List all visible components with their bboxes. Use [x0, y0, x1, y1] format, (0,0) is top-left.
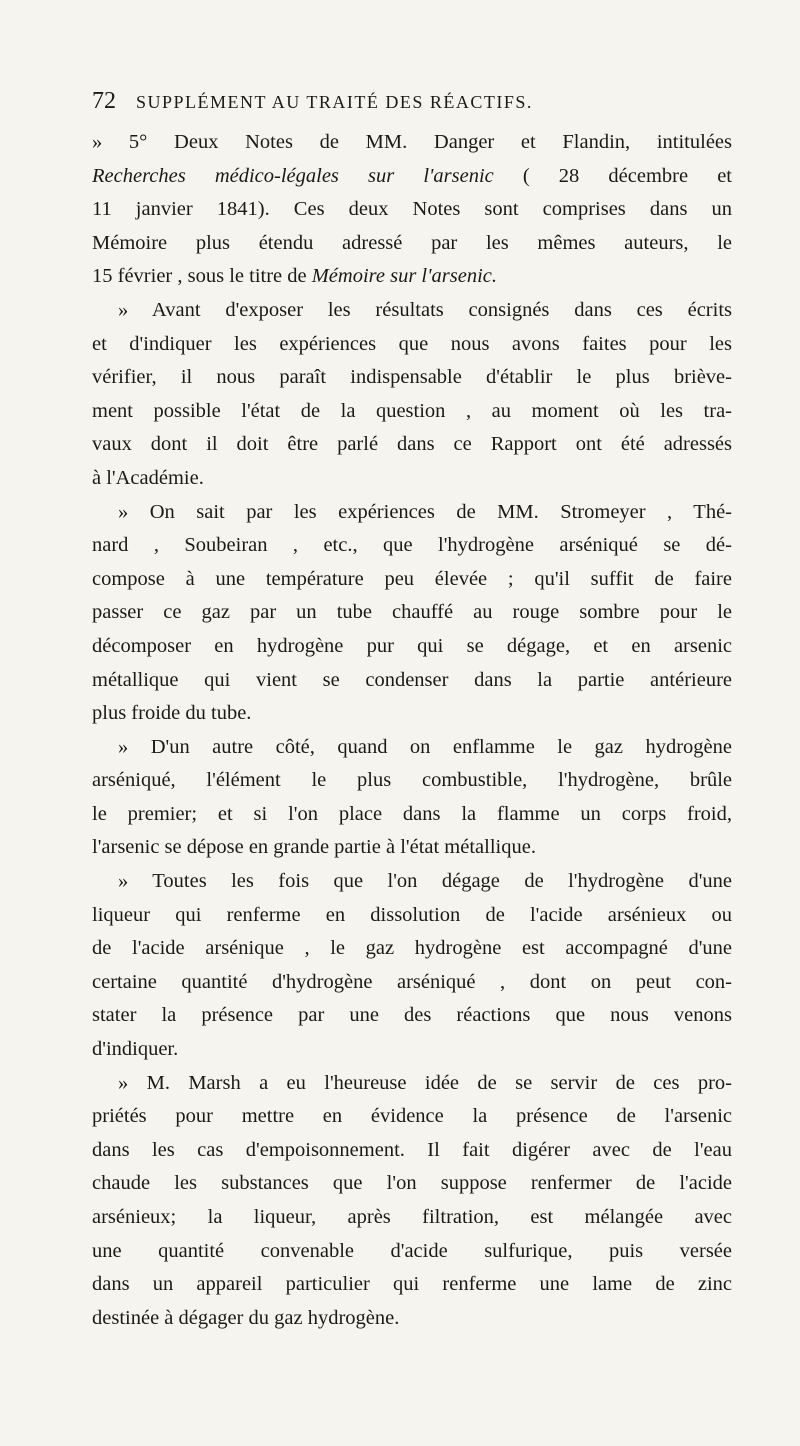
- text-line: plus froide du tube.: [92, 702, 252, 725]
- text-line: certaine quantité d'hydrogène arséniqué , dont on peut con-: [92, 970, 732, 993]
- text-span: » 5° Deux Notes de MM. Danger et Flandin, intitulées: [92, 131, 732, 153]
- text-line: nard , Soubeiran , etc., que l'hydrogène arséniqué se dé-: [92, 534, 732, 557]
- text-line: » D'un autre côté, quand on enflamme le gaz hydrogène: [118, 735, 732, 758]
- page-number: 72: [92, 88, 116, 114]
- text-line: Mémoire plus étendu adressé par les mêmes auteurs, le: [92, 231, 732, 254]
- text-line: l'arsenic se dépose en grande partie à l'état métallique.: [92, 836, 536, 859]
- text-line: métallique qui vient se condenser dans la partie antérieure: [92, 668, 732, 691]
- text-line: vaux dont il doit être parlé dans ce Rapport ont été adressés: [92, 433, 732, 456]
- text-line: arséniqué, l'élément le plus combustible, l'hydrogène, brûle: [92, 769, 732, 792]
- text-line: ment possible l'état de la question , au moment où les tra-: [92, 399, 732, 422]
- text-line: arsénieux; la liqueur, après filtration, est mélangée avec: [92, 1206, 732, 1228]
- text-line: une quantité convenable d'acide sulfurique, puis versée: [92, 1239, 732, 1262]
- text-line: » On sait par les expériences de MM. Stromeyer , Thé-: [118, 500, 732, 523]
- text-line: liqueur qui renferme en dissolution de l'acide arsénieux ou: [92, 903, 732, 926]
- text-span: 15 février , sous le titre de: [92, 265, 312, 288]
- text-line: » M. Marsh a eu l'heureuse idée de se servir de ces pro-: [118, 1071, 732, 1094]
- text-line: » Toutes les fois que l'on dégage de l'hydrogène d'une: [118, 870, 732, 893]
- text-line: passer ce gaz par un tube chauffé au rouge sombre pour le: [92, 601, 732, 624]
- text-line: à l'Académie.: [92, 466, 204, 489]
- text-line: stater la présence par une des réactions que nous venons: [92, 1004, 732, 1027]
- text-line: [92, 160, 732, 194]
- text-line: de l'acide arsénique , le gaz hydrogène est accompagné d'une: [92, 937, 732, 960]
- italic-title: Recherches médico-légales sur l'arsenic: [92, 164, 494, 187]
- body-text: [92, 126, 732, 1335]
- text-line: d'indiquer.: [92, 1038, 179, 1061]
- text-line: compose à une température peu élevée ; qu'il suffit de faire: [92, 567, 732, 590]
- text-line: [92, 126, 732, 160]
- text-line: [92, 260, 732, 294]
- text-line: vérifier, il nous paraît indispensable d'établir le plus briève-: [92, 366, 732, 389]
- text-line: dans un appareil particulier qui renferme une lame de zinc: [92, 1273, 732, 1296]
- text-line: 11 janvier 1841). Ces deux Notes sont comprises dans un: [92, 198, 732, 221]
- text-line: chaude les substances que l'on suppose renfermer de l'acide: [92, 1172, 732, 1195]
- text-line: » Avant d'exposer les résultats consignés dans ces écrits: [118, 298, 732, 321]
- running-header: [92, 88, 712, 118]
- text-line: et d'indiquer les expériences que nous avons faites pour les: [92, 332, 732, 355]
- text-line: dans les cas d'empoisonnement. Il fait digérer avec de l'eau: [92, 1138, 732, 1161]
- text-line: le premier; et si l'on place dans la flamme un corps froid,: [92, 802, 732, 825]
- text-line: décomposer en hydrogène pur qui se dégage, et en arsenic: [92, 634, 732, 657]
- text-line: priétés pour mettre en évidence la présence de l'arsenic: [92, 1105, 732, 1128]
- text-line: destinée à dégager du gaz hydrogène.: [92, 1306, 400, 1329]
- text-span: ( 28 décembre et: [493, 164, 732, 187]
- running-title: SUPPLÉMENT AU TRAITÉ DES RÉACTIFS.: [136, 92, 533, 112]
- italic-title: Mémoire sur l'arsenic.: [311, 265, 497, 288]
